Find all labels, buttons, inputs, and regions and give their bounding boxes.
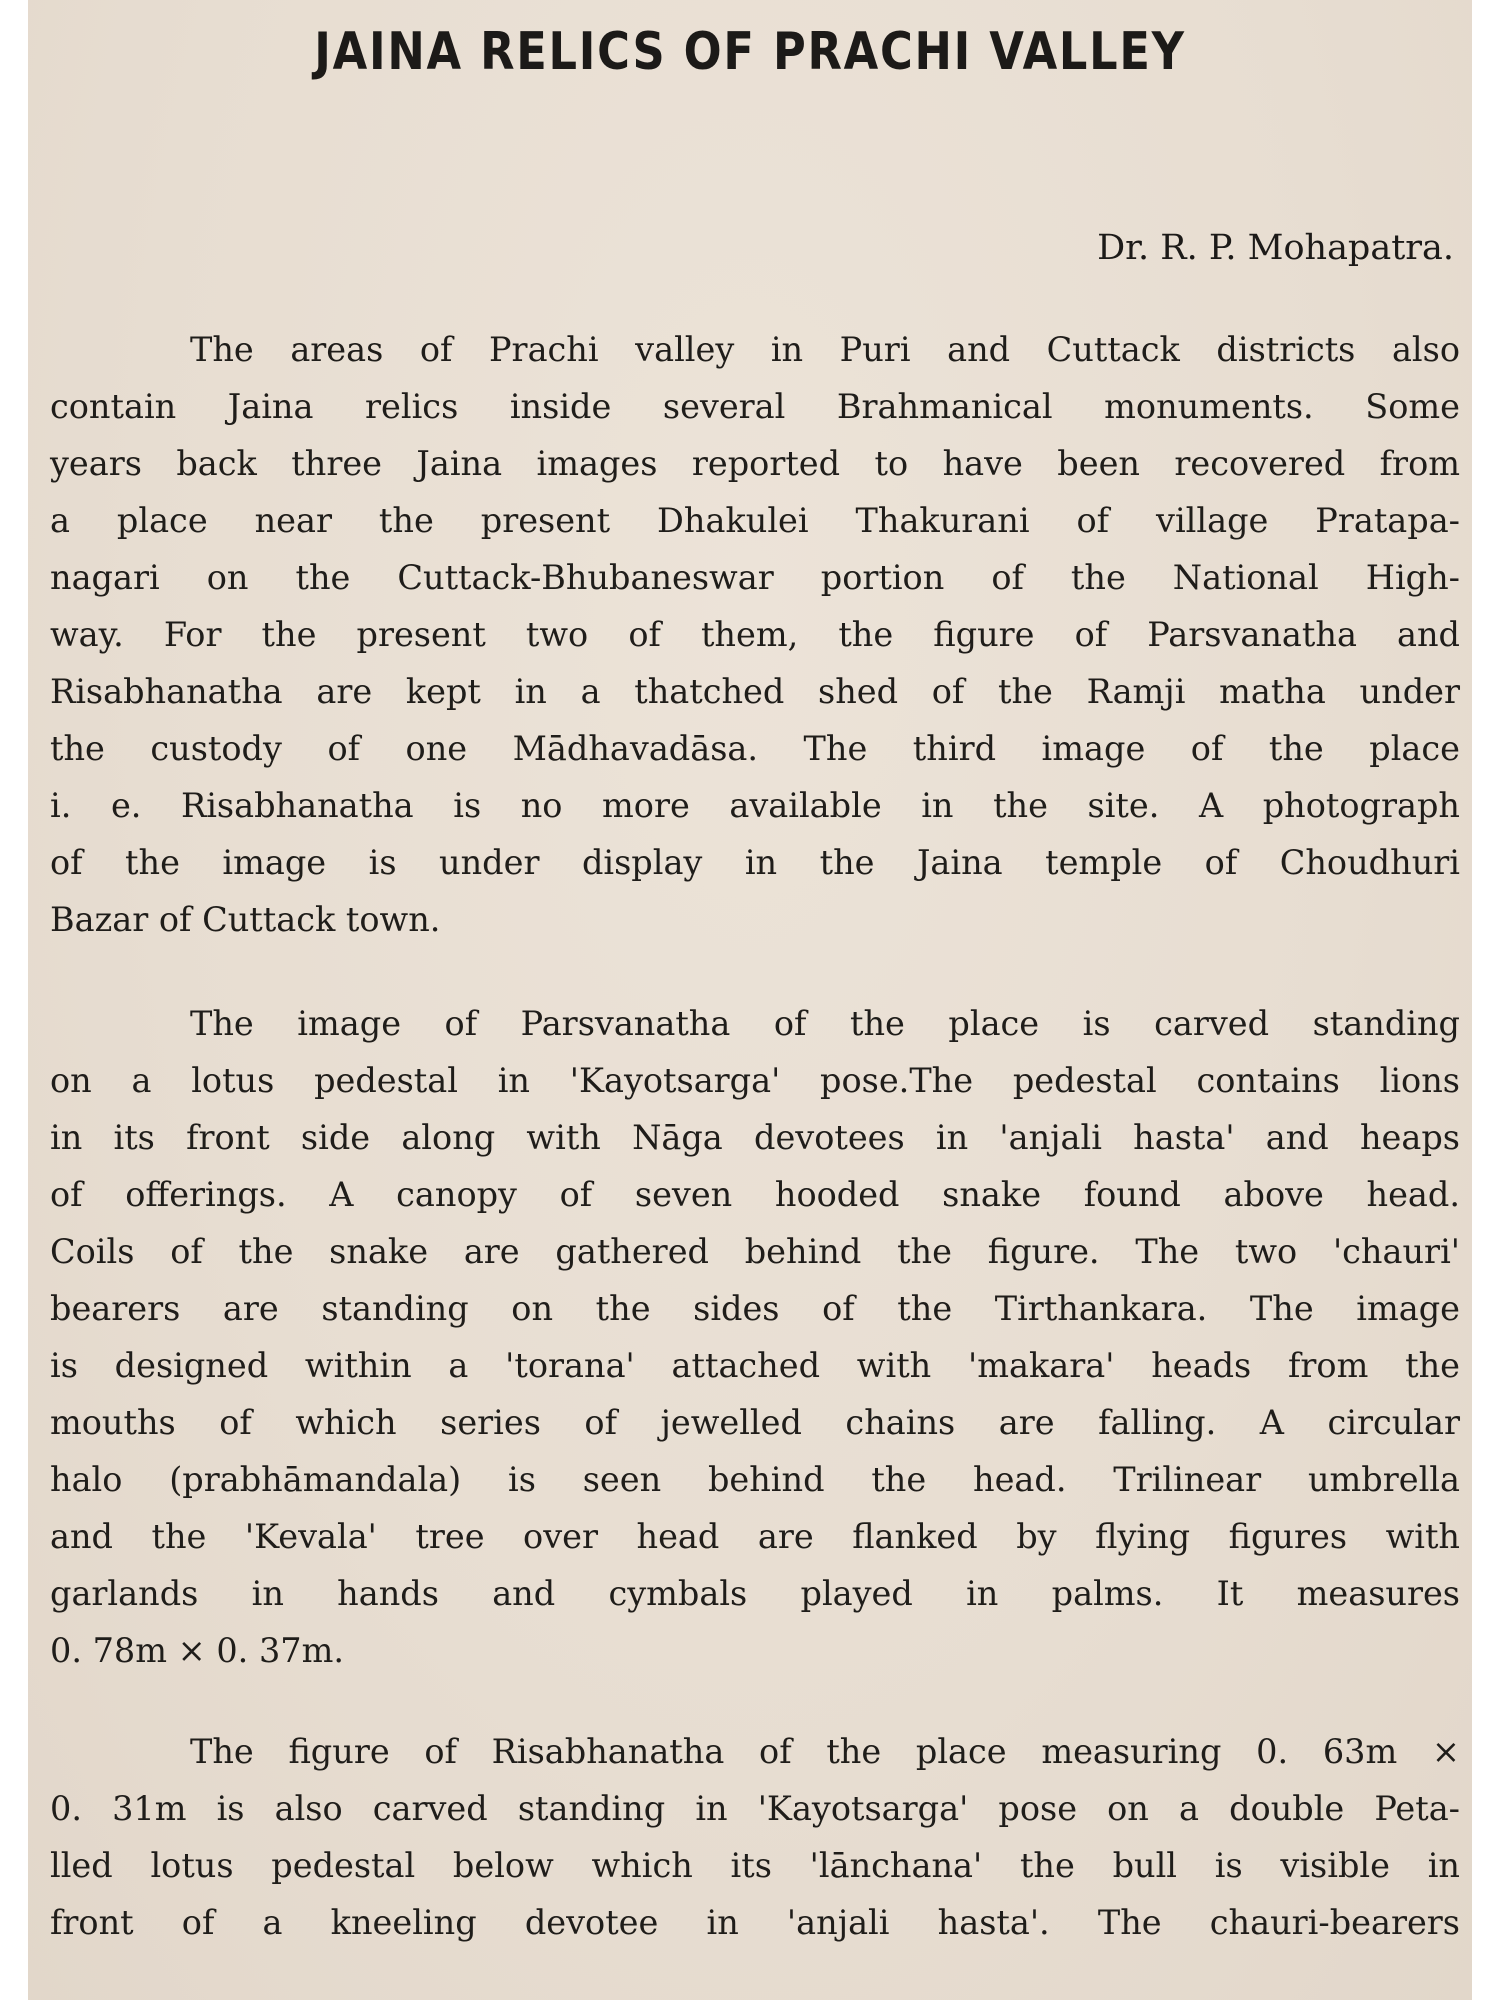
text-line: The areas of Prachi valley in Puri and Cuttack districts also xyxy=(190,330,1460,369)
paragraph-1 xyxy=(50,321,1460,948)
text-line: Coils of the snake are gathered behind the figure. The two 'chauri' xyxy=(50,1232,1460,1271)
text-line: garlands in hands and cymbals played in palms. It measures xyxy=(50,1574,1460,1613)
paragraph-3 xyxy=(50,1723,1460,1951)
text-line: of the image is under display in the Jaina temple of Choudhuri xyxy=(50,843,1460,882)
text-line: The figure of Risabhanatha of the place measuring 0. 63m × xyxy=(190,1732,1460,1771)
text-line: a place near the present Dhakulei Thakurani of village Pratapa- xyxy=(50,501,1460,540)
text-line: 0. 31m is also carved standing in 'Kayotsarga' pose on a double Peta- xyxy=(50,1789,1460,1828)
text-line: bearers are standing on the sides of the Tirthankara. The image xyxy=(50,1289,1460,1328)
text-line: lled lotus pedestal below which its 'lānchana' the bull is visible in xyxy=(50,1846,1460,1885)
text-line: 0. 78m × 0. 37m. xyxy=(50,1631,345,1670)
text-line: of offerings. A canopy of seven hooded snake found above head. xyxy=(50,1175,1460,1214)
text-line: in its front side along with Nāga devotees in 'anjali hasta' and heaps xyxy=(50,1118,1460,1157)
text-line: Risabhanatha are kept in a thatched shed of the Ramji matha under xyxy=(50,672,1460,711)
scanned-page xyxy=(28,0,1472,2000)
text-line: the custody of one Mādhavadāsa. The third image of the place xyxy=(50,729,1460,768)
text-line: Bazar of Cuttack town. xyxy=(50,900,441,939)
author-byline: Dr. R. P. Mohapatra. xyxy=(1097,228,1454,268)
paragraph-2 xyxy=(50,995,1460,1679)
text-line: halo (prabhāmandala) is seen behind the head. Trilinear umbrella xyxy=(50,1460,1460,1499)
text-line: years back three Jaina images reported to have been recovered from xyxy=(50,444,1460,483)
text-line: and the 'Kevala' tree over head are flanked by flying figures with xyxy=(50,1517,1460,1556)
text-line: on a lotus pedestal in 'Kayotsarga' pose.The pedestal contains lions xyxy=(50,1061,1460,1100)
text-line: front of a kneeling devotee in 'anjali hasta'. The chauri-bearers xyxy=(50,1903,1460,1942)
text-line: The image of Parsvanatha of the place is carved standing xyxy=(190,1004,1460,1043)
text-line: nagari on the Cuttack-Bhubaneswar portion of the National High- xyxy=(50,558,1460,597)
text-line: is designed within a 'torana' attached with 'makara' heads from the xyxy=(50,1346,1460,1385)
document-title: JAINA RELICS OF PRACHI VALLEY xyxy=(314,22,1186,82)
text-line: way. For the present two of them, the figure of Parsvanatha and xyxy=(50,615,1460,654)
text-line: mouths of which series of jewelled chains are falling. A circular xyxy=(50,1403,1460,1442)
text-line: contain Jaina relics inside several Brahmanical monuments. Some xyxy=(50,387,1460,426)
text-line: i. e. Risabhanatha is no more available in the site. A photograph xyxy=(50,786,1460,825)
